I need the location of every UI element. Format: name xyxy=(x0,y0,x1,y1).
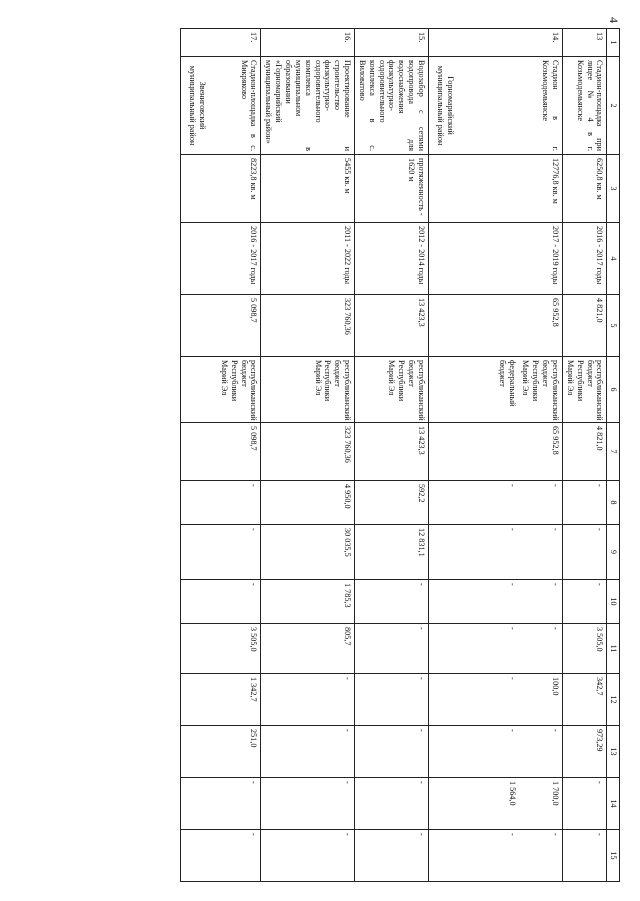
cell-col-8: - xyxy=(519,481,563,525)
column-number-7: 7 xyxy=(607,423,620,481)
cell-col-1 xyxy=(428,29,464,57)
cell-col-1: 14. xyxy=(519,29,563,57)
table-row xyxy=(519,29,563,882)
cell-col-7: 5 098,7 xyxy=(217,423,261,481)
cell-col-11: - xyxy=(519,624,563,674)
column-number-4: 4 xyxy=(607,223,620,295)
cell-col-5 xyxy=(181,295,217,357)
cell-col-15: - xyxy=(355,830,429,882)
cell-col-9: - xyxy=(465,525,519,580)
column-number-row xyxy=(607,29,620,882)
cell-col-5: 5 098,7 xyxy=(217,295,261,357)
cell-col-3: 6250,8 кв. м xyxy=(563,155,607,223)
cell-col-2: Горномарийский муниципальный район xyxy=(428,57,464,155)
column-number-11: 11 xyxy=(607,624,620,674)
district-row xyxy=(428,29,464,882)
column-number-10: 10 xyxy=(607,580,620,624)
cell-col-13: - xyxy=(519,726,563,778)
cell-col-1: 16. xyxy=(261,29,355,57)
cell-col-2: Водозабор с сетями водопровода для водоснабжения физкультурно-оздоровительного комплекса в с. Виловатово xyxy=(355,57,429,155)
cell-col-3: 8223,8 кв. м xyxy=(217,155,261,223)
cell-col-12: 342,7 xyxy=(563,674,607,726)
cell-col-1 xyxy=(465,29,519,57)
table-row xyxy=(563,29,607,882)
column-number-3: 3 xyxy=(607,155,620,223)
cell-col-5: 323 760,36 xyxy=(261,295,355,357)
cell-col-8 xyxy=(428,481,464,525)
cell-col-1: 13 xyxy=(563,29,607,57)
cell-col-4: 2016 - 2017 годы xyxy=(217,223,261,295)
cell-col-1: 15. xyxy=(355,29,429,57)
cell-col-9: - xyxy=(563,525,607,580)
cell-col-7 xyxy=(465,423,519,481)
cell-col-7: 65 952,8 xyxy=(519,423,563,481)
cell-col-2: Проектирование и строительство физкультурно-оздоровительного комплекса в муниципальном образовании «Горномарийский муниципальный район» xyxy=(261,57,355,155)
cell-col-3 xyxy=(181,155,217,223)
cell-col-10: - xyxy=(563,580,607,624)
cell-col-9 xyxy=(428,525,464,580)
cell-col-5: 13 423,3 xyxy=(355,295,429,357)
cell-col-6: республиканский бюджет Республики Марий Эл xyxy=(355,357,429,423)
cell-col-14: 1 700,0 xyxy=(519,778,563,830)
cell-col-11: 3 505,0 xyxy=(563,624,607,674)
cell-col-3: 5455 кв. м xyxy=(261,155,355,223)
cell-col-7: 13 423,3 xyxy=(355,423,429,481)
cell-col-15: - xyxy=(563,830,607,882)
cell-col-8: 4 950,0 xyxy=(261,481,355,525)
cell-col-2: Стадион-площадка при лицее № 4 в г. Козьмодемьянске xyxy=(563,57,607,155)
column-number-15: 15 xyxy=(607,830,620,882)
cell-col-12 xyxy=(428,674,464,726)
column-number-13: 13 xyxy=(607,726,620,778)
cell-col-7 xyxy=(428,423,464,481)
cell-col-13 xyxy=(428,726,464,778)
cell-col-11 xyxy=(428,624,464,674)
cell-col-4 xyxy=(181,223,217,295)
cell-col-3 xyxy=(465,155,519,223)
cell-col-1: 17. xyxy=(217,29,261,57)
cell-col-5: 65 952,8 xyxy=(519,295,563,357)
cell-col-9: 12 831,1 xyxy=(355,525,429,580)
cell-col-6 xyxy=(181,357,217,423)
column-number-9: 9 xyxy=(607,525,620,580)
cell-col-3 xyxy=(428,155,464,223)
cell-col-5 xyxy=(465,295,519,357)
cell-col-5: 4 821,0 xyxy=(563,295,607,357)
cell-col-10: - xyxy=(519,580,563,624)
cell-col-15: - xyxy=(217,830,261,882)
cell-col-6: республиканский бюджет Республики Марий Эл xyxy=(217,357,261,423)
cell-col-14: - xyxy=(563,778,607,830)
cell-col-4: 2016 - 2017 годы xyxy=(563,223,607,295)
cell-col-15 xyxy=(428,830,464,882)
cell-col-6: федеральный бюджет xyxy=(465,357,519,423)
cell-col-15: - xyxy=(261,830,355,882)
cell-col-2: Стадион в г. Козьмодемьянске xyxy=(519,57,563,155)
cell-col-7: 323 760,36 xyxy=(261,423,355,481)
cell-col-14: - xyxy=(355,778,429,830)
column-number-12: 12 xyxy=(607,674,620,726)
page-number: 4 xyxy=(607,17,621,23)
cell-col-13: 251,0 xyxy=(217,726,261,778)
cell-col-10: - xyxy=(355,580,429,624)
cell-col-11: - xyxy=(465,624,519,674)
funding-table xyxy=(180,28,620,882)
cell-col-13 xyxy=(181,726,217,778)
cell-col-11 xyxy=(181,624,217,674)
cell-col-7 xyxy=(181,423,217,481)
rotated-page xyxy=(120,28,620,881)
cell-col-8: - xyxy=(217,481,261,525)
cell-col-4: 2012 - 2014 годы xyxy=(355,223,429,295)
table-row xyxy=(217,29,261,882)
cell-col-13: - xyxy=(355,726,429,778)
cell-col-10: 1 785,3 xyxy=(261,580,355,624)
cell-col-9 xyxy=(181,525,217,580)
cell-col-8 xyxy=(181,481,217,525)
cell-col-4 xyxy=(465,223,519,295)
cell-col-8: - xyxy=(563,481,607,525)
cell-col-9: - xyxy=(519,525,563,580)
column-number-6: 6 xyxy=(607,357,620,423)
cell-col-14: - xyxy=(261,778,355,830)
cell-col-6 xyxy=(428,357,464,423)
cell-col-2 xyxy=(465,57,519,155)
cell-col-14: - xyxy=(217,778,261,830)
column-number-14: 14 xyxy=(607,778,620,830)
cell-col-6: республиканский бюджет Республики Марий Эл xyxy=(261,357,355,423)
cell-col-13: - xyxy=(261,726,355,778)
cell-col-11: 3 505,0 xyxy=(217,624,261,674)
table-row xyxy=(355,29,429,882)
cell-col-12: 1 342,7 xyxy=(217,674,261,726)
district-row xyxy=(181,29,217,882)
cell-col-6: республиканский бюджет Республики Марий Эл xyxy=(563,357,607,423)
cell-col-10: - xyxy=(217,580,261,624)
cell-col-8: 592,2 xyxy=(355,481,429,525)
cell-col-4 xyxy=(428,223,464,295)
column-number-8: 8 xyxy=(607,481,620,525)
column-number-2: 2 xyxy=(607,57,620,155)
column-number-5: 5 xyxy=(607,295,620,357)
cell-col-9: 30 035,5 xyxy=(261,525,355,580)
cell-col-15: - xyxy=(519,830,563,882)
cell-col-4: 2017 - 2019 годы xyxy=(519,223,563,295)
cell-col-6: республиканский бюджет Республики Марий Эл xyxy=(519,357,563,423)
cell-col-11: - xyxy=(355,624,429,674)
column-number-1: 1 xyxy=(607,29,620,57)
cell-col-12: - xyxy=(355,674,429,726)
cell-col-12 xyxy=(181,674,217,726)
table-body xyxy=(181,29,620,882)
cell-col-14: 1 564,0 xyxy=(465,778,519,830)
cell-col-11: 805,7 xyxy=(261,624,355,674)
cell-col-15: - xyxy=(465,830,519,882)
table-row-continuation xyxy=(465,29,519,882)
cell-col-10 xyxy=(181,580,217,624)
cell-col-10 xyxy=(428,580,464,624)
cell-col-15 xyxy=(181,830,217,882)
cell-col-13: 973,29 xyxy=(563,726,607,778)
table-row xyxy=(261,29,355,882)
cell-col-7: 4 821,0 xyxy=(563,423,607,481)
cell-col-5 xyxy=(428,295,464,357)
cell-col-8: - xyxy=(465,481,519,525)
cell-col-2: Звениговский муниципальный район xyxy=(181,57,217,155)
cell-col-3: протяженность - 1620 м xyxy=(355,155,429,223)
cell-col-3: 12776,8 кв. м xyxy=(519,155,563,223)
cell-col-1 xyxy=(181,29,217,57)
cell-col-10: - xyxy=(465,580,519,624)
cell-col-14 xyxy=(181,778,217,830)
cell-col-12: - xyxy=(261,674,355,726)
cell-col-2: Стадион-площадка в с. Микряково xyxy=(217,57,261,155)
cell-col-12: - xyxy=(465,674,519,726)
cell-col-13: - xyxy=(465,726,519,778)
cell-col-9: - xyxy=(217,525,261,580)
cell-col-4: 2011 - 2022 годы xyxy=(261,223,355,295)
cell-col-14 xyxy=(428,778,464,830)
cell-col-12: 100,0 xyxy=(519,674,563,726)
